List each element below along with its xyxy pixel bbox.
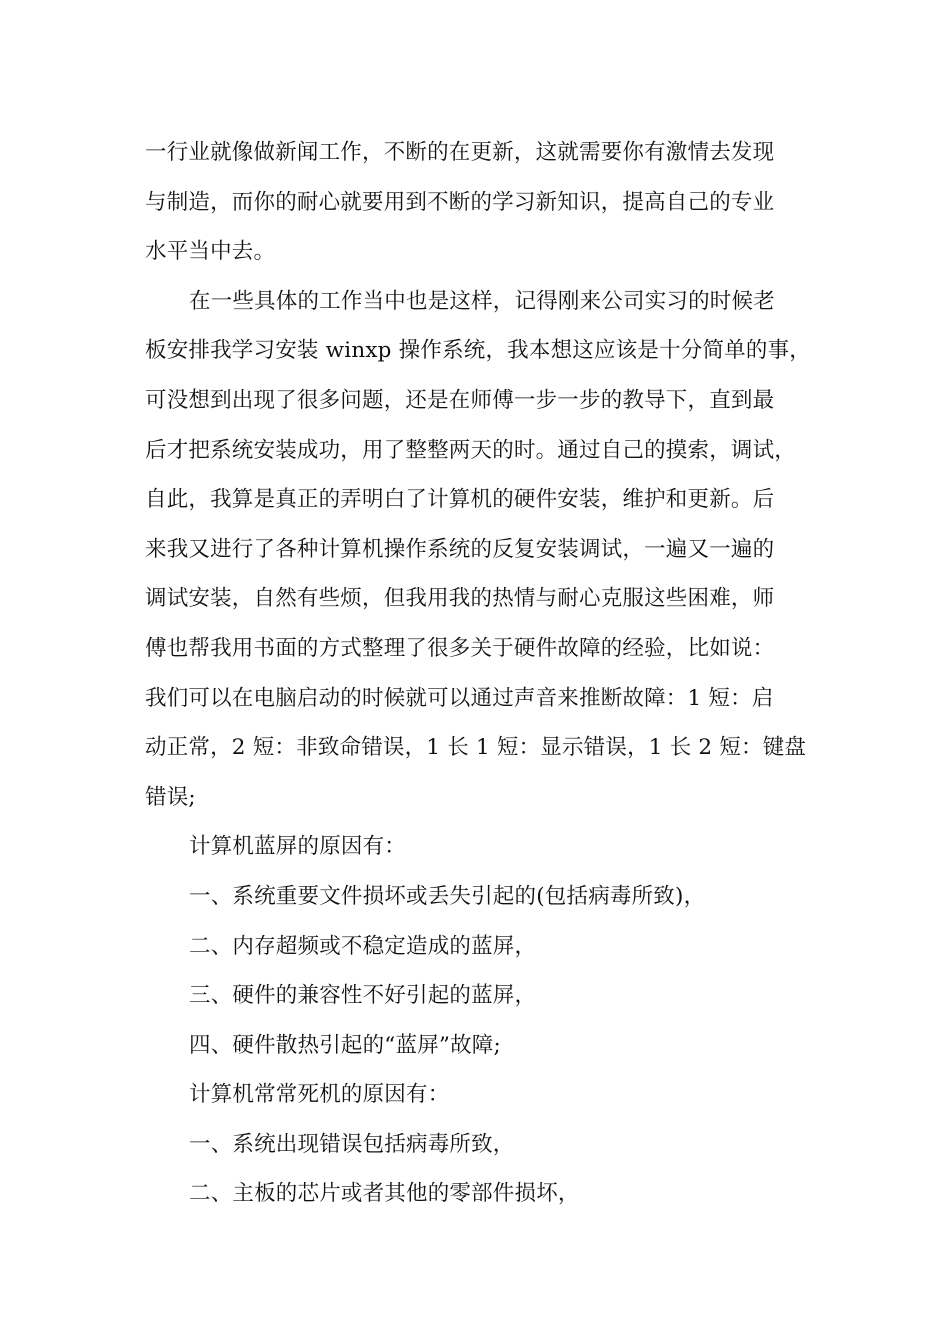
text-line: 来我又进行了各种计算机操作系统的反复安装调试，一遍又一遍的 bbox=[145, 536, 775, 562]
text-line: 一行业就像做新闻工作，不断的在更新，这就需要你有激情去发现 bbox=[145, 140, 775, 165]
list-item: 三、硬件的兼容性不好引起的蓝屏， bbox=[189, 983, 537, 1009]
section-heading: 计算机常常死机的原因有： bbox=[189, 1082, 450, 1108]
paragraph-intro bbox=[145, 128, 810, 277]
crash-section bbox=[145, 1070, 810, 1219]
list-item: 一、系统出现错误包括病毒所致， bbox=[189, 1131, 515, 1157]
list-item: 四、硬件散热引起的“蓝屏”故障; bbox=[189, 1032, 501, 1058]
list-item: 二、内存超频或不稳定造成的蓝屏， bbox=[189, 933, 537, 959]
text-line: 傅也帮我用书面的方式整理了很多关于硬件故障的经验，比如说： bbox=[145, 635, 775, 661]
document-body bbox=[145, 128, 810, 1219]
text-line: 自此，我算是真正的弄明白了计算机的硬件安装，维护和更新。后 bbox=[145, 487, 775, 513]
blue-screen-section bbox=[145, 822, 810, 1070]
text-line: 与制造，而你的耐心就要用到不断的学习新知识，提高自己的专业 bbox=[145, 189, 775, 215]
paragraph-experience bbox=[145, 277, 810, 823]
section-heading: 计算机蓝屏的原因有： bbox=[189, 834, 407, 860]
text-line: 后才把系统安装成功，用了整整两天的时。通过自己的摸索，调试， bbox=[145, 437, 797, 463]
list-item: 二、主板的芯片或者其他的零部件损坏， bbox=[189, 1181, 580, 1207]
text-line: 调试安装，自然有些烦，但我用我的热情与耐心克服这些困难，师 bbox=[145, 586, 775, 612]
text-line: 水平当中去。 bbox=[145, 239, 276, 265]
text-line: 板安排我学习安装 winxp 操作系统，我本想这应该是十分简单的事， bbox=[145, 338, 811, 364]
text-line: 错误; bbox=[145, 784, 196, 810]
text-line: 在一些具体的工作当中也是这样，记得刚来公司实习的时候老 bbox=[189, 288, 775, 314]
text-line: 动正常，2 短：非致命错误，1 长 1 短：显示错误，1 长 2 短：键盘 bbox=[145, 735, 807, 761]
list-item: 一、系统重要文件损坏或丢失引起的(包括病毒所致)， bbox=[189, 883, 706, 909]
text-line: 可没想到出现了很多问题，还是在师傅一步一步的教导下，直到最 bbox=[145, 387, 775, 413]
text-line: 我们可以在电脑启动的时候就可以通过声音来推断故障：1 短：启 bbox=[145, 685, 774, 711]
